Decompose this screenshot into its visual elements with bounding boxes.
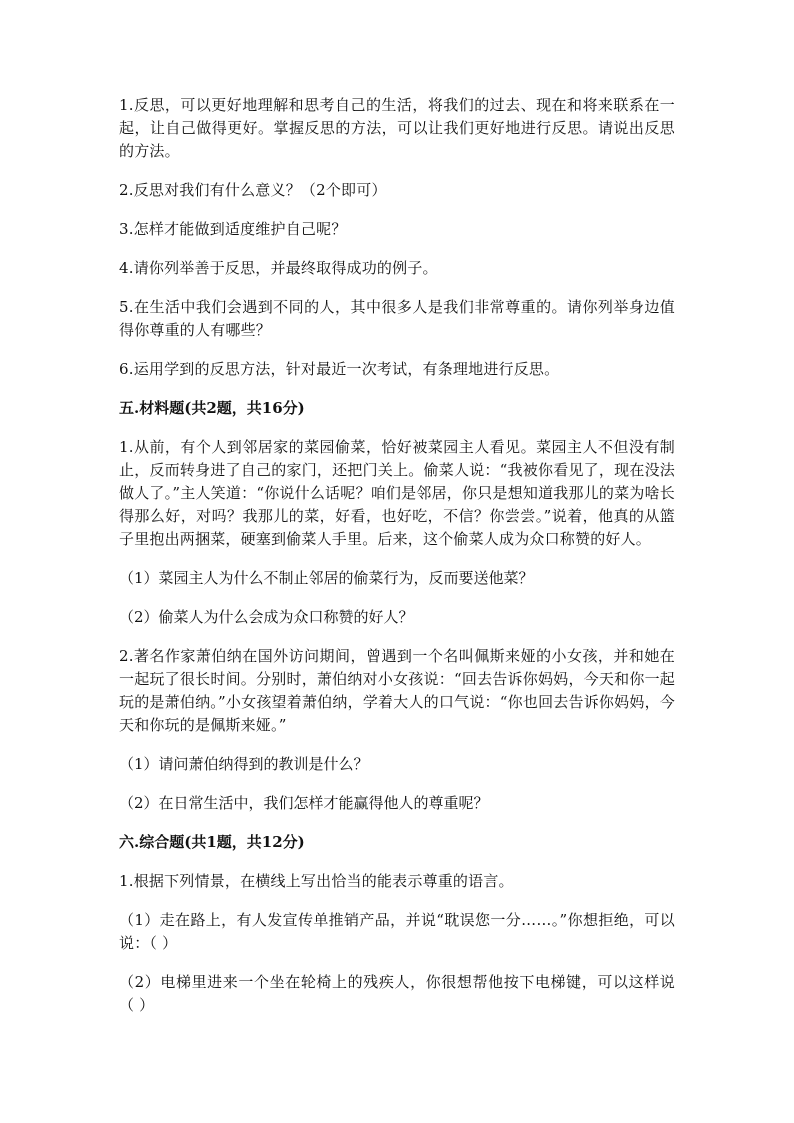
question-4-2: 2.反思对我们有什么意义？（2个即可）	[119, 181, 387, 199]
question-4-5: 5.在生活中我们会遇到不同的人，其中很多人是我们非常尊重的。请你列举身边值得你尊重的人有哪些？	[119, 298, 675, 339]
section-6-heading: 六.综合题(共1题，共12分)	[119, 833, 305, 851]
comprehensive-question-1: 1.根据下列情景，在横线上写出恰当的能表示尊重的语言。	[119, 872, 514, 890]
material-question-1-sub-2: （2）偷菜人为什么会成为众口称赞的好人？	[119, 608, 414, 626]
question-4-4: 4.请你列举善于反思，并最终取得成功的例子。	[119, 259, 438, 277]
material-question-1-sub-1: （1）菜园主人为什么不制止邻居的偷菜行为，反而要送他菜？	[119, 569, 534, 587]
question-4-3: 3.怎样才能做到适度维护自己呢？	[119, 220, 347, 238]
exam-page	[119, 94, 675, 1033]
section-5-heading: 五.材料题(共2题，共16分)	[119, 399, 305, 417]
material-question-1: 1.从前，有个人到邻居家的菜园偷菜，恰好被菜园主人看见。菜园主人不但没有制止，反而转身进了自己的家门，还把门关上。偷菜人说：“我被你看见了，现在没法做人了。”主人笑道：“你说什么话呢？咱们是邻居，你只是想知道我那儿的菜为啥长得那么好，对吗？我那儿的菜，好看，也好吃，不信？你尝尝。”说着，他真的从篮子里抱出两捆菜，硬塞到偷菜人手里。后来，这个偷菜人成为众口称赞的好人。	[119, 438, 675, 548]
material-question-2-sub-1: （1）请问萧伯纳得到的教训是什么？	[119, 755, 369, 773]
comprehensive-question-1-sub-2: （2）电梯里进来一个坐在轮椅上的残疾人，你很想帮他按下电梯键，可以这样说（ ）	[119, 973, 675, 1014]
question-4-6: 6.运用学到的反思方法，针对最近一次考试，有条理地进行反思。	[119, 360, 560, 378]
material-question-2-sub-2: （2）在日常生活中，我们怎样才能赢得他人的尊重呢？	[119, 794, 489, 812]
material-question-2: 2.著名作家萧伯纳在国外访问期间，曾遇到一个名叫佩斯来娅的小女孩，并和她在一起玩了很长时间。分别时，萧伯纳对小女孩说：“回去告诉你妈妈，今天和你一起玩的是萧伯纳。”小女孩望着萧伯纳，学着大人的口气说：“你也回去告诉你妈妈，今天和你玩的是佩斯来娅。”	[119, 647, 675, 734]
comprehensive-question-1-sub-1: （1）走在路上，有人发宣传单推销产品，并说“耽误您一分……。”你想拒绝，可以说：（ ）	[119, 911, 675, 952]
question-4-1: 1.反思，可以更好地理解和思考自己的生活，将我们的过去、现在和将来联系在一起，让自己做得更好。掌握反思的方法，可以让我们更好地进行反思。请说出反思的方法。	[119, 96, 675, 160]
